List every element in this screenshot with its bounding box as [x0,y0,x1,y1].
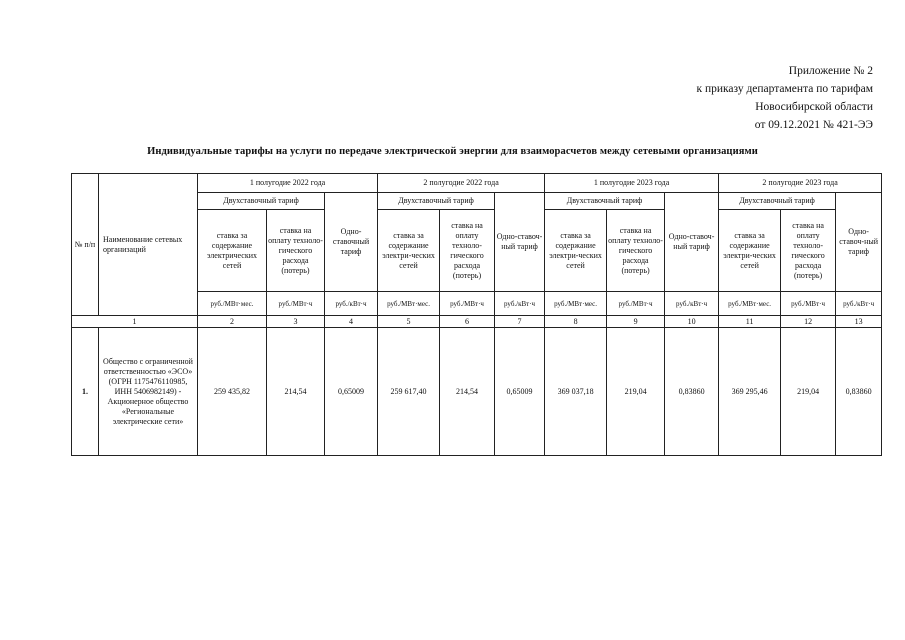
appendix-line: Новосибирской области [755,101,873,113]
header-one-part: Одно-ставоч-ный тариф [495,193,545,292]
header-period: 2 полугодие 2023 года [719,174,882,193]
tariff-value: 369 295,46 [719,328,781,456]
tariff-table [71,173,882,456]
organization-name: Общество с ограниченной ответственностью «ЭСО» (ОГРН 1175476110985, ИНН 5406982149) - Акционерное общество «Региональные электрические сети» [99,328,198,456]
unit-cell: руб./МВт·ч [781,292,836,316]
tariff-value: 219,04 [781,328,836,456]
column-number: 4 [325,316,378,328]
header-loss-rate: ставка на оплату техноло-гического расхода (потерь) [440,210,495,292]
unit-cell: руб./МВт·ч [440,292,495,316]
column-number: 1 [72,316,198,328]
tariff-value: 0,65009 [325,328,378,456]
tariff-value: 259 435,82 [198,328,267,456]
header-org: Наименование сетевых организаций [99,174,198,316]
tariff-value: 219,04 [607,328,665,456]
column-number: 7 [495,316,545,328]
unit-cell: руб./МВт·ч [607,292,665,316]
header-two-part: Двухставочный тариф [378,193,495,210]
header-period: 1 полугодие 2023 года [545,174,719,193]
header-maintenance-rate: ставка за содержание электри-ческих сетей [378,210,440,292]
tariff-value: 259 617,40 [378,328,440,456]
column-number: 3 [267,316,325,328]
appendix-line: к приказу департамента по тарифам [696,83,873,95]
column-number-row [72,316,882,328]
header-loss-rate: ставка на оплату техноло-гического расхода (потерь) [267,210,325,292]
column-number: 6 [440,316,495,328]
row-number: 1. [72,328,99,456]
appendix-line: Приложение № 2 [788,65,873,77]
column-number: 13 [836,316,882,328]
header-loss-rate: ставка на оплату техноло-гического расхода (потерь) [607,210,665,292]
unit-cell: руб./МВт·мес. [198,292,267,316]
unit-cell: руб./кВт·ч [495,292,545,316]
tariff-value: 214,54 [440,328,495,456]
header-period: 1 полугодие 2022 года [198,174,378,193]
header-two-part: Двухставочный тариф [545,193,665,210]
tariff-value: 369 037,18 [545,328,607,456]
header-two-part: Двухставочный тариф [198,193,325,210]
column-number: 10 [665,316,719,328]
header-one-part: Одно-ставочный тариф [325,193,378,292]
header-two-part: Двухставочный тариф [719,193,836,210]
header-period: 2 полугодие 2022 года [378,174,545,193]
tariff-value: 0,83860 [836,328,882,456]
unit-cell: руб./МВт·мес. [545,292,607,316]
appendix-line: от 09.12.2021 № 421-ЭЭ [754,119,873,131]
unit-cell: руб./кВт·ч [325,292,378,316]
header-maintenance-rate: ставка за содержание электрических сетей [198,210,267,292]
document-title: Индивидуальные тарифы на услуги по передаче электрической энергии для взаиморасчетов между сетевыми организациями [147,146,758,157]
header-maintenance-rate: ставка за содержание электри-ческих сетей [545,210,607,292]
column-number: 9 [607,316,665,328]
tariff-value: 214,54 [267,328,325,456]
unit-cell: руб./кВт·ч [836,292,882,316]
unit-cell: руб./МВт·мес. [378,292,440,316]
tariff-value: 0,83860 [665,328,719,456]
header-loss-rate: ставка на оплату техноло-гического расхода (потерь) [781,210,836,292]
appendix-header [473,62,873,134]
unit-cell: руб./МВт·ч [267,292,325,316]
unit-cell: руб./кВт·ч [665,292,719,316]
header-one-part: Одно-ставоч-ный тариф [665,193,719,292]
column-number: 5 [378,316,440,328]
column-number: 8 [545,316,607,328]
column-number: 11 [719,316,781,328]
header-maintenance-rate: ставка за содержание электри-ческих сетей [719,210,781,292]
unit-cell: руб./МВт·мес. [719,292,781,316]
header-one-part: Одно-ставоч-ный тариф [836,193,882,292]
tariff-value: 0,65009 [495,328,545,456]
column-number: 2 [198,316,267,328]
table-row [72,328,882,456]
column-number: 12 [781,316,836,328]
header-num: № п/п [72,174,99,316]
